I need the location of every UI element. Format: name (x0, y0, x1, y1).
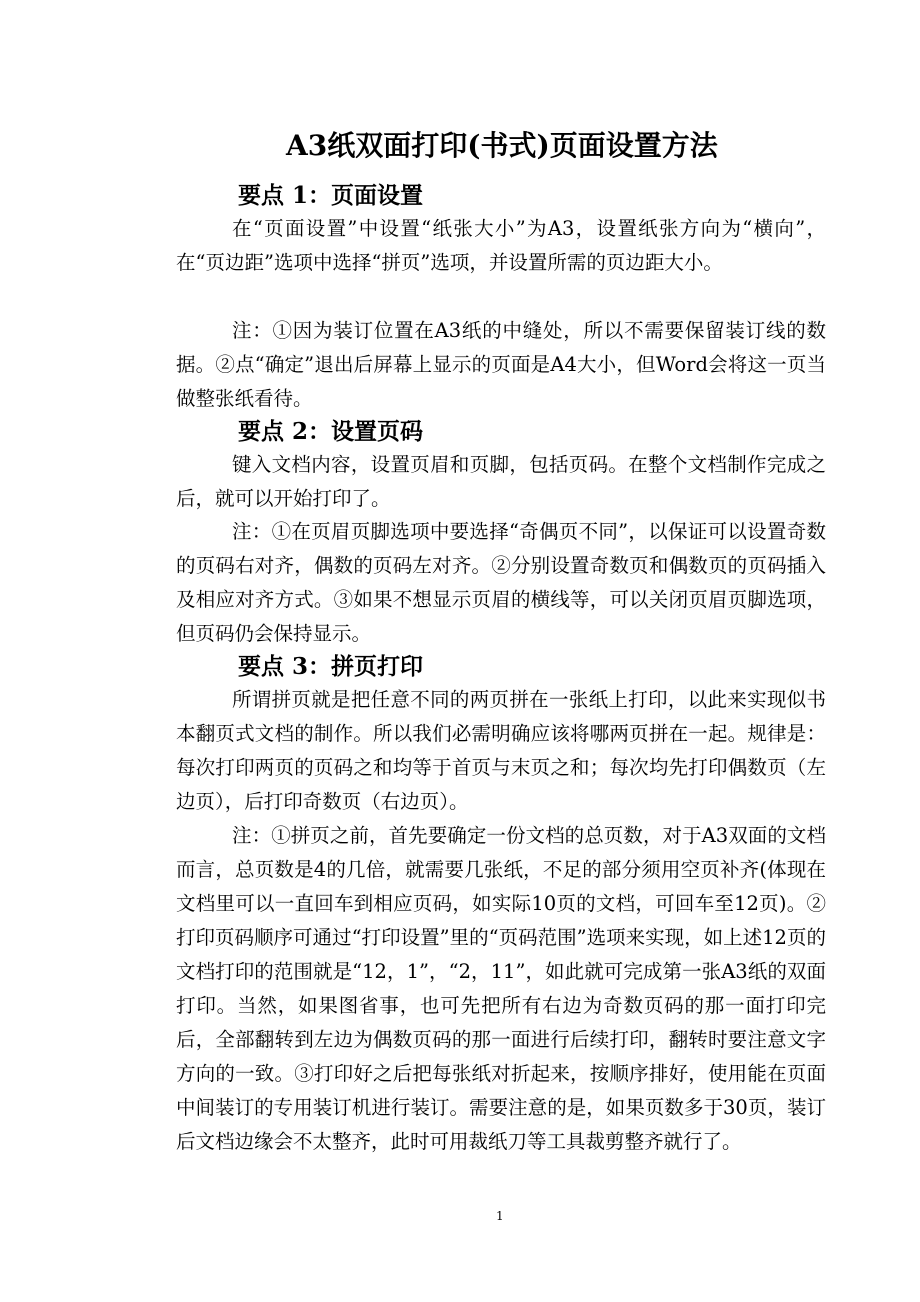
section-2-paragraph-1: 键入文档内容，设置页眉和页脚，包括页码。在整个文档制作完成之后，就可以开始打印了。 (176, 453, 826, 510)
section-2-paragraph-2: 注：①在页眉页脚选项中要选择“奇偶页不同”，以保证可以设置奇数的页码右对齐，偶数的页码左对齐。②分别设置奇数页和偶数页的页码插入及相应对齐方式。③如果不想显示页眉的横线等，可以关闭页眉页脚选项，但页码仍会保持显示。 (176, 520, 826, 645)
section-3-paragraph-1: 所谓拼页就是把任意不同的两页拼在一张纸上打印，以此来实现似书本翻页式文档的制作。所以我们必需明确应该将哪两页拼在一起。规律是：每次打印两页的页码之和均等于首页与末页之和；每次均先打印偶数页（左边页），后打印奇数页（右边页）。 (176, 688, 826, 813)
document-title: A3纸双面打印(书式)页面设置方法 (286, 129, 718, 162)
section-heading-3: 要点 3：拼页打印 (238, 653, 424, 680)
section-heading-2: 要点 2：设置页码 (238, 418, 424, 445)
section-1-paragraph-2: 注：①因为装订位置在A3纸的中缝处，所以不需要保留装订线的数据。②点“确定”退出后屏幕上显示的页面是A4大小，但Word会将这一页当做整张纸看待。 (176, 319, 826, 410)
section-3-paragraph-2: 注：①拼页之前，首先要确定一份文档的总页数，对于A3双面的文档而言，总页数是4的几倍，就需要几张纸，不足的部分须用空页补齐(体现在文档里可以一直回车到相应页码，如实际10页的文档，可回车至12页)。②打印页码顺序可通过“打印设置”里的“页码范围”选项来实现，如上述12页的文档打印的范围就是“12，1”，“2，11”，如此就可完成第一张A3纸的双面打印。当然，如果图省事，也可先把所有右边为奇数页码的那一面打印完后，全部翻转到左边为偶数页码的那一面进行后续打印，翻转时要注意文字方向的一致。③打印好之后把每张纸对折起来，按顺序排好，使用能在页面中间装订的专用装订机进行装订。需要注意的是，如果页数多于30页，装订后文档边缘会不太整齐，此时可用裁纸刀等工具裁剪整齐就行了。 (176, 824, 826, 1153)
page-number: 1 (496, 1209, 504, 1223)
section-1-paragraph-1: 在“页面设置”中设置“纸张大小”为A3，设置纸张方向为“横向”，在“页边距”选项中选择“拼页”选项，并设置所需的页边距大小。 (176, 217, 826, 274)
section-heading-1: 要点 1：页面设置 (238, 182, 424, 209)
